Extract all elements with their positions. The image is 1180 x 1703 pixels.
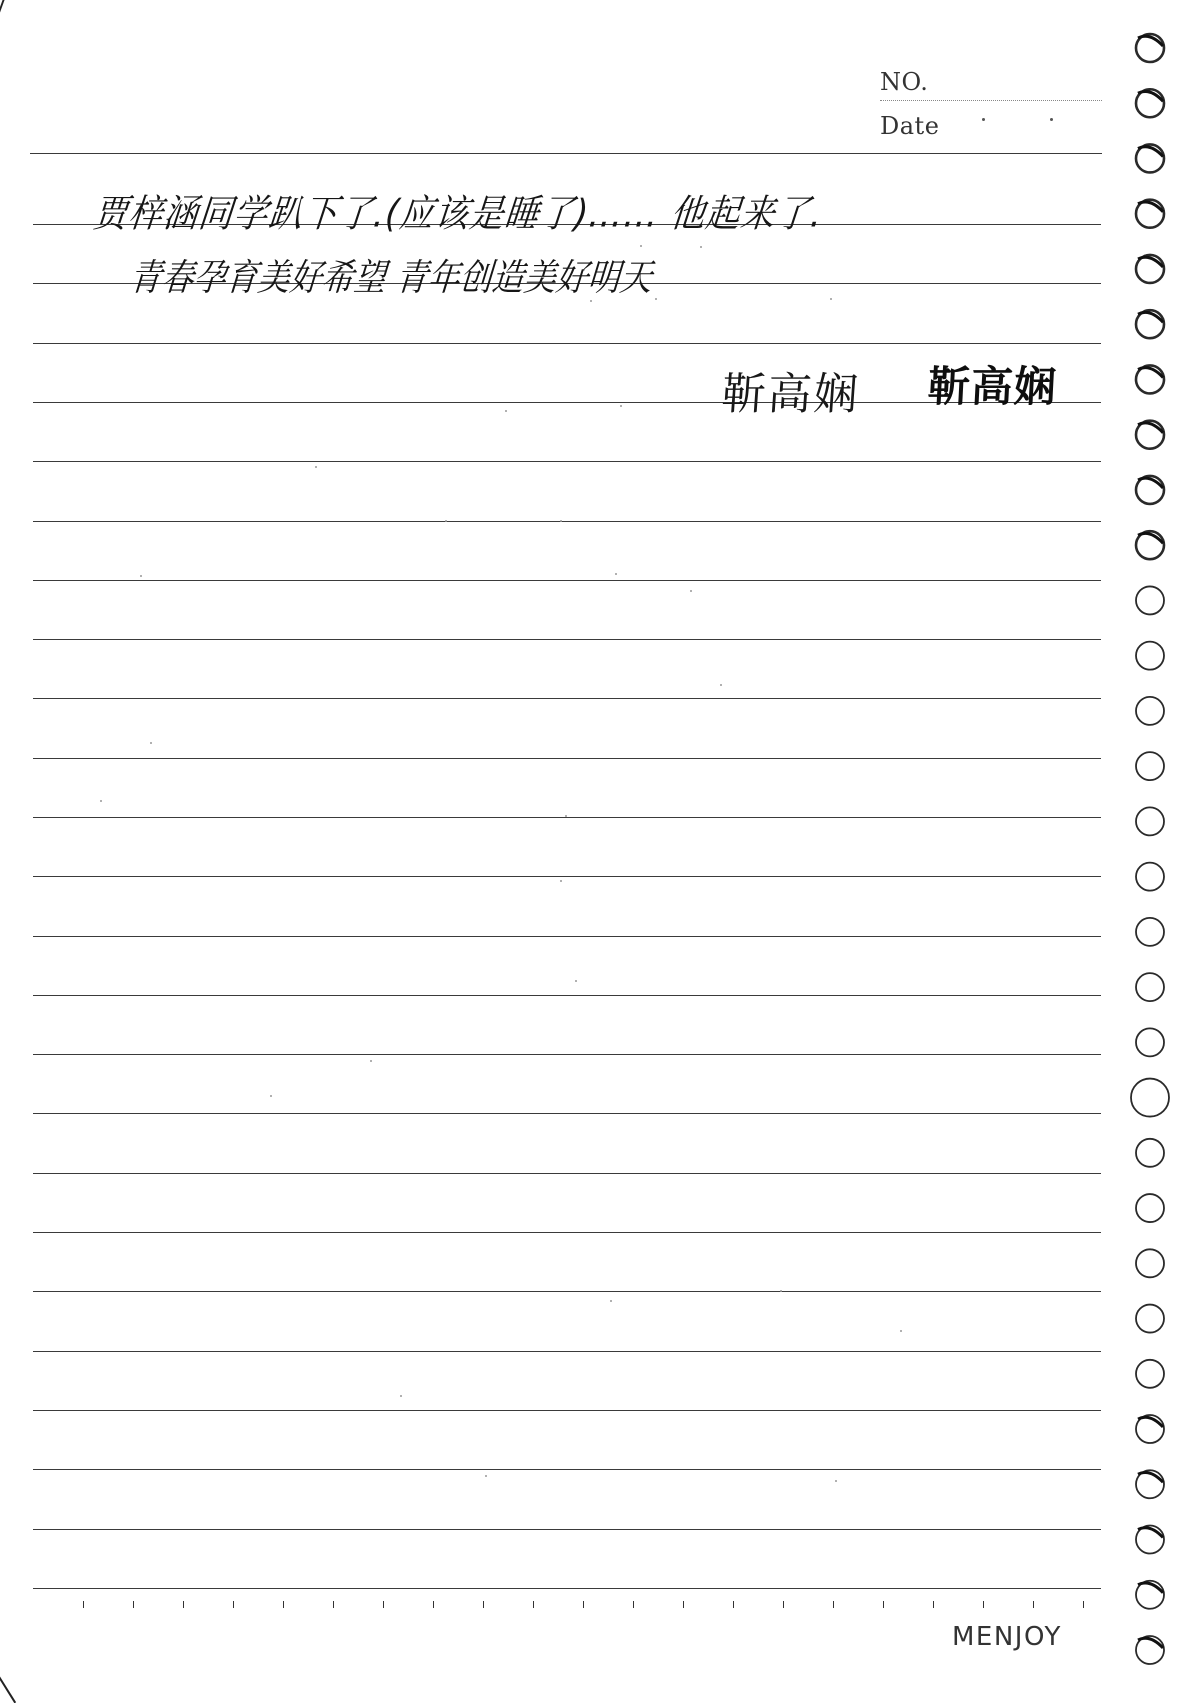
ruled-line bbox=[33, 876, 1101, 877]
ruled-line bbox=[33, 817, 1101, 818]
ruled-line bbox=[33, 580, 1101, 581]
scan-speck bbox=[560, 520, 562, 522]
handwritten-line-1: 贾梓涵同学趴下了.(应该是睡了)…… 他起来了. bbox=[91, 192, 825, 237]
rule-tick bbox=[133, 1601, 134, 1608]
scan-speck bbox=[100, 800, 102, 802]
scan-speck bbox=[690, 590, 692, 592]
rule-tick bbox=[283, 1601, 284, 1608]
scan-speck bbox=[610, 1300, 612, 1302]
scan-speck bbox=[270, 1095, 272, 1097]
binding-ring bbox=[1136, 1194, 1164, 1222]
binding-ring bbox=[1136, 697, 1164, 725]
scan-speck bbox=[575, 980, 577, 982]
scan-speck bbox=[900, 1330, 902, 1332]
binding-ring bbox=[1136, 973, 1164, 1001]
handwritten-line-2: 青春孕育美好希望 青年创造美好明天 bbox=[127, 255, 654, 300]
rule-tick bbox=[633, 1601, 634, 1608]
scan-speck bbox=[140, 575, 142, 577]
scan-speck bbox=[505, 410, 507, 412]
ruled-line bbox=[33, 995, 1101, 996]
scan-speck bbox=[615, 573, 617, 575]
scan-speck bbox=[640, 245, 642, 247]
rule-tick bbox=[983, 1601, 984, 1608]
brand-logo: MENJOY bbox=[952, 1622, 1062, 1652]
ruled-line bbox=[33, 1588, 1101, 1589]
scan-speck bbox=[655, 298, 657, 300]
rule-tick bbox=[383, 1601, 384, 1608]
rule-tick bbox=[933, 1601, 934, 1608]
date-label: Date bbox=[880, 112, 940, 140]
rule-tick bbox=[83, 1601, 84, 1608]
rule-tick bbox=[833, 1601, 834, 1608]
ruled-line bbox=[33, 639, 1101, 640]
rule-tick bbox=[533, 1601, 534, 1608]
binding-ring bbox=[1131, 1079, 1169, 1117]
binding-ring bbox=[1136, 642, 1164, 670]
ruled-line bbox=[33, 343, 1101, 344]
number-label: NO. bbox=[880, 68, 929, 96]
rule-tick bbox=[1083, 1601, 1084, 1608]
spiral-binding bbox=[1128, 0, 1180, 1703]
rule-tick bbox=[233, 1601, 234, 1608]
scan-speck bbox=[780, 1290, 782, 1292]
binding-ring bbox=[1136, 1028, 1164, 1056]
binding-ring bbox=[1136, 1249, 1164, 1277]
rule-tick bbox=[333, 1601, 334, 1608]
ruled-line bbox=[33, 521, 1101, 522]
binding-rings-graphic bbox=[1128, 0, 1180, 1703]
scan-speck bbox=[370, 1060, 372, 1062]
scan-speck bbox=[830, 298, 832, 300]
ruled-line bbox=[33, 1410, 1101, 1411]
binding-ring bbox=[1136, 1305, 1164, 1333]
rule-tick bbox=[583, 1601, 584, 1608]
binding-ring bbox=[1136, 863, 1164, 891]
ruled-line bbox=[33, 1173, 1101, 1174]
rule-tick bbox=[183, 1601, 184, 1608]
scan-speck bbox=[315, 466, 317, 468]
binding-ring bbox=[1136, 586, 1164, 614]
ruled-line bbox=[33, 461, 1101, 462]
rule-tick bbox=[783, 1601, 784, 1608]
scan-speck bbox=[620, 405, 622, 407]
scan-speck bbox=[445, 520, 447, 522]
binding-ring bbox=[1136, 807, 1164, 835]
binding-ring bbox=[1136, 1360, 1164, 1388]
ruled-line bbox=[33, 1113, 1101, 1114]
number-field-line bbox=[880, 100, 1102, 101]
binding-ring bbox=[1136, 918, 1164, 946]
page-corner-mark bbox=[0, 0, 11, 14]
ruled-line bbox=[33, 698, 1101, 699]
date-field-dots bbox=[980, 118, 1060, 124]
scan-speck bbox=[720, 684, 722, 686]
ruled-line bbox=[33, 1529, 1101, 1530]
signature-first: 靳高娴 bbox=[719, 369, 862, 420]
rule-tick bbox=[1033, 1601, 1034, 1608]
ruled-line bbox=[33, 1469, 1101, 1470]
bottom-rule-ticks bbox=[33, 1601, 1101, 1609]
scan-speck bbox=[835, 1480, 837, 1482]
rule-tick bbox=[733, 1601, 734, 1608]
scan-speck bbox=[590, 300, 592, 302]
ruled-line bbox=[30, 153, 1102, 154]
scan-speck bbox=[485, 1475, 487, 1477]
binding-ring bbox=[1136, 1139, 1164, 1167]
rule-tick bbox=[683, 1601, 684, 1608]
scan-speck bbox=[700, 246, 702, 248]
scan-speck bbox=[560, 880, 562, 882]
ruled-line bbox=[33, 1291, 1101, 1292]
binding-ring bbox=[1136, 752, 1164, 780]
scan-speck bbox=[400, 1395, 402, 1397]
ruled-line bbox=[33, 936, 1101, 937]
signature-second: 靳高娴 bbox=[926, 362, 1059, 411]
ruled-line bbox=[33, 1351, 1101, 1352]
scan-speck bbox=[150, 742, 152, 744]
scan-speck bbox=[565, 815, 567, 817]
page-corner-mark bbox=[0, 1657, 35, 1703]
ruled-line bbox=[33, 758, 1101, 759]
ruled-line bbox=[33, 1232, 1101, 1233]
rule-tick bbox=[433, 1601, 434, 1608]
rule-tick bbox=[483, 1601, 484, 1608]
ruled-line bbox=[33, 1054, 1101, 1055]
rule-tick bbox=[883, 1601, 884, 1608]
